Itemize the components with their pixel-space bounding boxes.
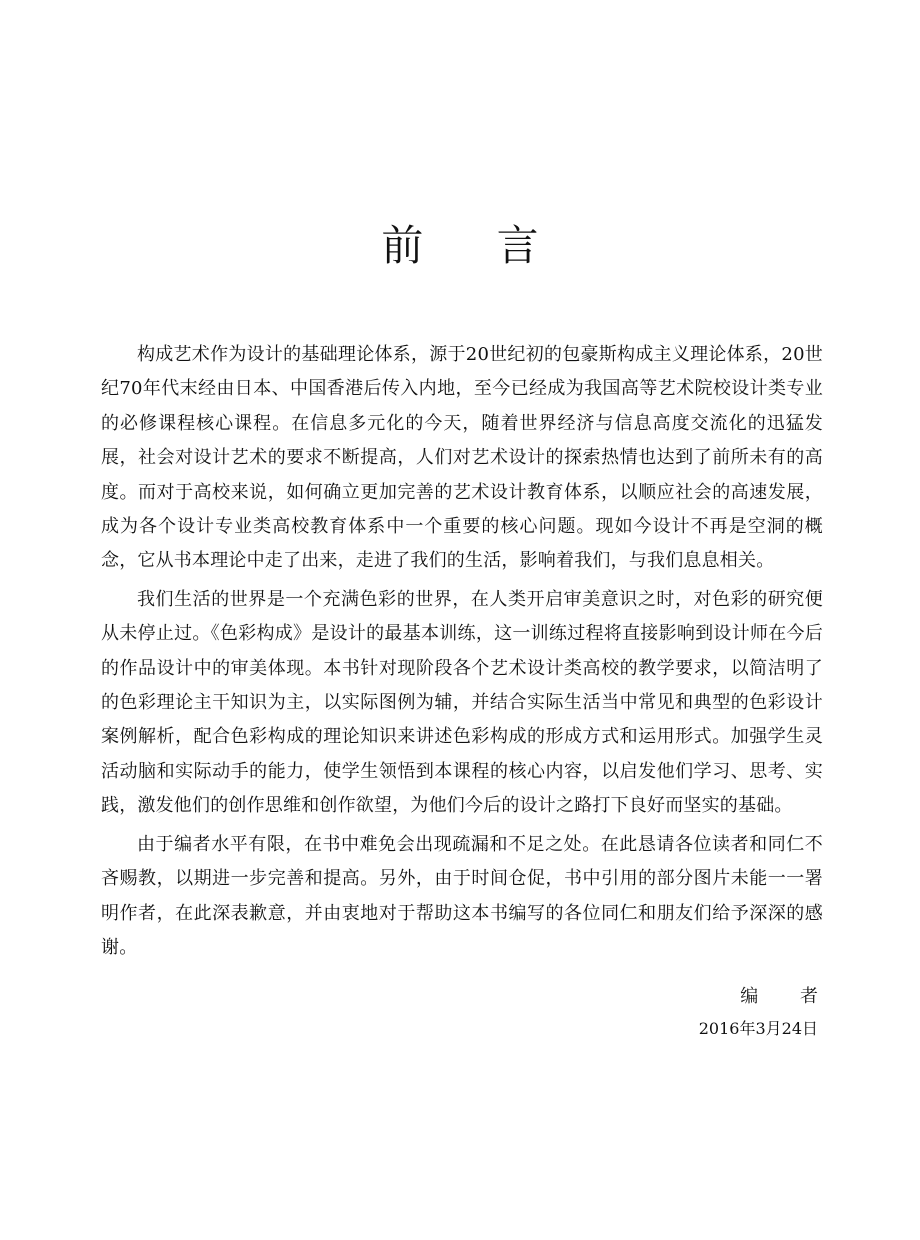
signature-block <box>698 985 836 1041</box>
paragraph-3: 由于编者水平有限，在书中难免会出现疏漏和不足之处。在此恳请各位读者和同仁不吝赐教，以期进一步完善和提高。另外，由于时间仓促，书中引用的部分图片未能一一署明作者，在此深表歉意，并由衷地对于帮助这本书编写的各位同仁和朋友们给予深深的感谢。 <box>101 833 823 958</box>
author-label: 编 者 <box>740 986 836 1007</box>
paragraph-1: 构成艺术作为设计的基础理论体系，源于20世纪初的包豪斯构成主义理论体系，20世纪70年代末经由日本、中国香港后传入内地，至今已经成为我国高等艺术院校设计类专业的必修课程核心课程。在信息多元化的今天，随着世界经济与信息高度交流化的迅猛发展，社会对设计艺术的要求不断提高，人们对艺术设计的探索热情也达到了前所未有的高度。而对于高校来说，如何确立更加完善的艺术设计教育体系，以顺应社会的高速发展，成为各个设计专业类高校教育体系中一个重要的核心问题。现如今设计不再是空洞的概念，它从书本理论中走了出来，走进了我们的生活，影响着我们，与我们息息相关。 <box>101 344 823 572</box>
preface-body <box>101 338 823 965</box>
paragraph-2: 我们生活的世界是一个充满色彩的世界，在人类开启审美意识之时，对色彩的研究便从未停止过。《色彩构成》是设计的最基本训练，这一训练过程将直接影响到设计师在今后的作品设计中的审美体现。本书针对现阶段各个艺术设计类高校的教学要求，以简洁明了的色彩理论主干知识为主，以实际图例为辅，并结合实际生活当中常见和典型的色彩设计案例解析，配合色彩构成的理论知识来讲述色彩构成的形成方式和运用形式。加强学生灵活动脑和实际动手的能力，使学生领悟到本课程的核心内容，以启发他们学习、思考、实践，激发他们的创作思维和创作欲望，为他们今后的设计之路打下良好而坚实的基础。 <box>101 588 823 817</box>
page-title: 前 言 <box>381 221 569 270</box>
date-label: 2016年3月24日 <box>698 1019 818 1038</box>
